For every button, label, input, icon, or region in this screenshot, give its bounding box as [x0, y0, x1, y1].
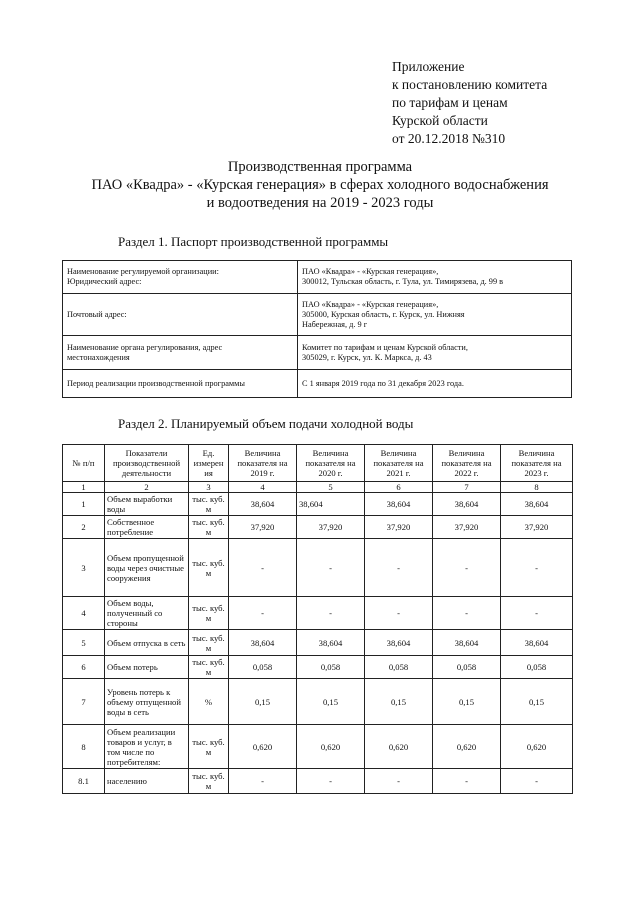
row-value: -: [501, 597, 573, 630]
row-unit: тыс. куб. м: [189, 725, 229, 769]
row-unit: тыс. куб. м: [189, 539, 229, 597]
row-number: 7: [63, 679, 105, 725]
row-indicator: населению: [105, 769, 189, 794]
row-value: -: [501, 769, 573, 794]
column-number: 6: [365, 482, 433, 493]
value-line: Комитет по тарифам и ценам Курской области,: [302, 342, 468, 352]
row-value: -: [433, 769, 501, 794]
passport-label: [63, 336, 298, 370]
col-header-year: Величина показателя на 2020 г.: [297, 445, 365, 482]
row-value: 38,604: [501, 493, 573, 516]
row-number: 3: [63, 539, 105, 597]
row-value: -: [433, 597, 501, 630]
row-indicator: Объем пропущенной воды через очистные сооружения: [105, 539, 189, 597]
row-number: 5: [63, 630, 105, 656]
passport-table: [62, 260, 572, 398]
row-unit: тыс. куб. м: [189, 597, 229, 630]
row-number: 4: [63, 597, 105, 630]
row-value: 0,620: [365, 725, 433, 769]
value-line: 300012, Тульская область, г. Тула, ул. Тимирязева, д. 99 в: [302, 277, 504, 286]
row-number: 6: [63, 656, 105, 679]
row-indicator: Объем воды, полученный со стороны: [105, 597, 189, 630]
column-number: 2: [105, 482, 189, 493]
section2-heading: Раздел 2. Планируемый объем подачи холодной воды: [118, 416, 414, 431]
row-value: -: [365, 597, 433, 630]
table-row: [63, 630, 573, 656]
row-value: -: [501, 539, 573, 597]
row-value: 0,15: [365, 679, 433, 725]
value-line: ПАО «Квадра» - «Курская генерация»,: [302, 299, 439, 309]
table-row: [63, 294, 572, 336]
label-line: Почтовый адрес:: [67, 309, 127, 319]
col-header-unit: Ед. измерен ия: [189, 445, 229, 482]
col-header-name: Показатели производственной деятельности: [105, 445, 189, 482]
passport-label: [63, 261, 298, 294]
row-indicator: Объем реализации товаров и услуг, в том числе по потребителям:: [105, 725, 189, 769]
row-value: 38,604: [365, 493, 433, 516]
row-value: -: [297, 769, 365, 794]
row-value: 0,620: [433, 725, 501, 769]
table-row: [63, 493, 573, 516]
passport-value: [298, 336, 572, 370]
row-value: -: [433, 539, 501, 597]
row-unit: тыс. куб. м: [189, 656, 229, 679]
row-value: -: [365, 539, 433, 597]
passport-value: [298, 261, 572, 294]
row-value: -: [229, 769, 297, 794]
table-row: [63, 336, 572, 370]
table-row: [63, 516, 573, 539]
water-volume-table: [62, 444, 573, 794]
column-number-row: [63, 482, 573, 493]
row-value: 0,620: [297, 725, 365, 769]
row-value: 38,604: [501, 630, 573, 656]
row-value: -: [365, 769, 433, 794]
row-value: 0,15: [297, 679, 365, 725]
col-header-year: Величина показателя на 2023 г.: [501, 445, 573, 482]
table-row: [63, 370, 572, 398]
row-number: 8.1: [63, 769, 105, 794]
row-indicator: Объем выработки воды: [105, 493, 189, 516]
row-value: -: [297, 597, 365, 630]
table-row: [63, 656, 573, 679]
row-value: 38,604: [433, 630, 501, 656]
table-row: [63, 261, 572, 294]
row-value: -: [297, 539, 365, 597]
label-line: Наименование регулируемой организации:: [67, 267, 219, 276]
row-number: 8: [63, 725, 105, 769]
row-value: 37,920: [433, 516, 501, 539]
row-value: 0,620: [501, 725, 573, 769]
row-value: 38,604: [229, 493, 297, 516]
column-number: 4: [229, 482, 297, 493]
label-line: местонахождения: [67, 352, 130, 362]
row-value: 37,920: [501, 516, 573, 539]
row-unit: тыс. куб. м: [189, 769, 229, 794]
row-value: 0,058: [229, 656, 297, 679]
appendix-line: Курской области: [392, 113, 488, 128]
column-number: 1: [63, 482, 105, 493]
row-unit: тыс. куб. м: [189, 493, 229, 516]
table-row: [63, 539, 573, 597]
value-line: С 1 января 2019 года по 31 декабря 2023 года.: [302, 378, 464, 388]
col-header-num: № п/п: [63, 445, 105, 482]
row-value: 0,15: [433, 679, 501, 725]
title-line: и водоотведения на 2019 - 2023 годы: [206, 195, 434, 211]
row-unit: %: [189, 679, 229, 725]
section1-heading: Раздел 1. Паспорт производственной программы: [118, 234, 389, 249]
label-line: Период реализации производственной программы: [67, 378, 245, 388]
value-line: Набережная, д. 9 г: [302, 319, 368, 329]
row-unit: тыс. куб. м: [189, 630, 229, 656]
appendix-line: Приложение: [392, 59, 465, 74]
row-value: 37,920: [229, 516, 297, 539]
row-value: 0,058: [365, 656, 433, 679]
row-number: 2: [63, 516, 105, 539]
column-number: 8: [501, 482, 573, 493]
row-indicator: Уровень потерь к объему отпущенной воды в сеть: [105, 679, 189, 725]
row-number: 1: [63, 493, 105, 516]
column-number: 3: [189, 482, 229, 493]
document-title: [40, 158, 600, 212]
title-line: Производственная программа: [227, 159, 413, 175]
row-indicator: Объем потерь: [105, 656, 189, 679]
row-indicator: Объем отпуска в сеть: [105, 630, 189, 656]
row-value: 0,058: [433, 656, 501, 679]
column-number: 7: [433, 482, 501, 493]
row-value: -: [229, 539, 297, 597]
passport-label: [63, 294, 298, 336]
row-value: 37,920: [365, 516, 433, 539]
value-line: 305000, Курская область, г. Курск, ул. Нижняя: [302, 309, 465, 319]
passport-value: [298, 370, 572, 398]
col-header-year: Величина показателя на 2022 г.: [433, 445, 501, 482]
column-number: 5: [297, 482, 365, 493]
table-row: [63, 679, 573, 725]
passport-label: [63, 370, 298, 398]
value-line: 305029, г. Курск, ул. К. Маркса, д. 43: [302, 352, 432, 362]
col-header-year: Величина показателя на 2021 г.: [365, 445, 433, 482]
table-row: [63, 769, 573, 794]
appendix-line: по тарифам и ценам: [392, 95, 508, 110]
table-row: [63, 725, 573, 769]
row-value: 38,604: [433, 493, 501, 516]
row-value: 0,620: [229, 725, 297, 769]
table-row: [63, 597, 573, 630]
row-value: 0,058: [501, 656, 573, 679]
title-line: ПАО «Квадра» - «Курская генерация» в сферах холодного водоснабжения: [91, 177, 549, 193]
appendix-line: от 20.12.2018 №310: [392, 131, 506, 146]
row-value: 38,604: [365, 630, 433, 656]
header-row: [63, 445, 573, 482]
appendix-note: [392, 58, 547, 148]
appendix-line: к постановлению комитета: [392, 77, 548, 92]
label-line: Юридический адрес:: [67, 277, 142, 286]
row-value: 0,15: [501, 679, 573, 725]
row-value: 38,604: [297, 630, 365, 656]
label-line: Наименование органа регулирования, адрес: [67, 342, 223, 352]
row-value: 0,058: [297, 656, 365, 679]
row-value: 38,604: [297, 493, 365, 516]
value-line: ПАО «Квадра» - «Курская генерация»,: [302, 267, 439, 276]
row-unit: тыс. куб. м: [189, 516, 229, 539]
row-value: 37,920: [297, 516, 365, 539]
row-value: 38,604: [229, 630, 297, 656]
row-value: -: [229, 597, 297, 630]
passport-value: [298, 294, 572, 336]
col-header-year: Величина показателя на 2019 г.: [229, 445, 297, 482]
row-indicator: Собственное потребление: [105, 516, 189, 539]
row-value: 0,15: [229, 679, 297, 725]
